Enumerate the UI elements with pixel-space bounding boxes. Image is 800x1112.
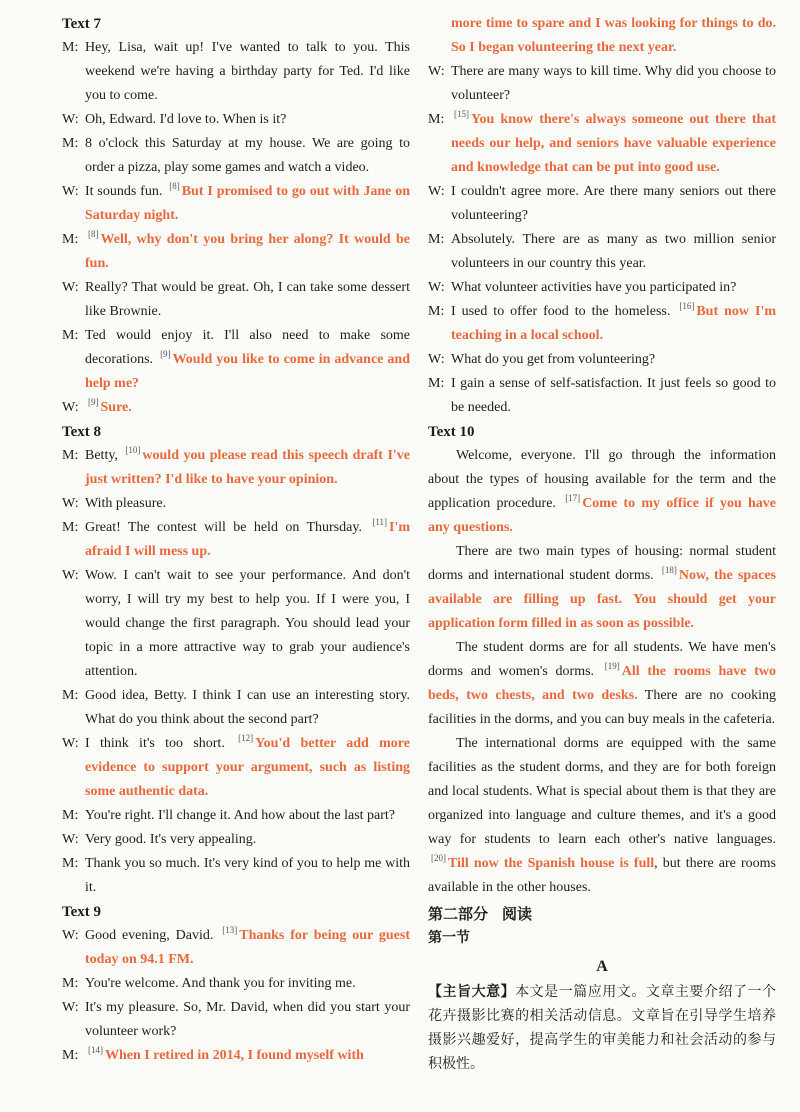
speaker-label: W:	[62, 832, 79, 847]
dialogue-turn	[62, 492, 410, 516]
plain-text: Oh, Edward. I'd love to. When is it?	[85, 112, 287, 127]
dialogue-turn	[428, 372, 776, 420]
dialogue-turn	[62, 564, 410, 684]
text8-dialogue	[62, 444, 410, 900]
question-number: [14]	[88, 1045, 103, 1056]
plain-text: Thank you so much. It's very kind of you to help me with it.	[85, 856, 410, 895]
turn-text	[85, 396, 410, 420]
dialogue-turn	[428, 60, 776, 108]
dialogue-turn	[62, 1044, 410, 1068]
turn-text	[85, 108, 410, 132]
part2-heading	[428, 902, 776, 926]
dialogue-turn	[62, 804, 410, 828]
passage-paragraph	[428, 444, 776, 540]
speaker-label: M:	[62, 856, 79, 871]
dialogue-turn	[428, 276, 776, 300]
plain-text: Welcome, everyone. I'll go through the information about the types of housing available for the term and the application procedure.	[428, 448, 776, 511]
dialogue-turn	[62, 444, 410, 492]
text7-title: Text 7	[62, 16, 102, 32]
plain-text: It sounds fun.	[85, 184, 167, 199]
speaker-label: M:	[62, 520, 79, 535]
speaker-label: M:	[62, 136, 79, 151]
speaker-label: M:	[62, 40, 79, 55]
speaker-label: W:	[62, 1000, 79, 1015]
turn-text	[85, 492, 410, 516]
turn-text	[85, 516, 410, 564]
turn-text	[451, 276, 776, 300]
plain-text: 8 o'clock this Saturday at my house. We are going to order a pizza, play some games and watch a video.	[85, 136, 410, 175]
plain-text: Good evening, David.	[85, 928, 220, 943]
turn-text	[451, 228, 776, 276]
text9-dialogue-part1	[62, 924, 410, 1068]
plain-text: Great! The contest will be held on Thursday.	[85, 520, 370, 535]
turn-text	[85, 732, 410, 804]
turn-text	[451, 372, 776, 420]
plain-text: Wow. I can't wait to see your performance. And don't worry, I will try my best to help you. If I were you, I would change the first paragraph. You should lead your topic in a more attractive way to grab your audience's attention.	[85, 568, 410, 679]
dialogue-turn	[62, 852, 410, 900]
turn-text	[451, 180, 776, 228]
plain-text: Really? That would be great. Oh, I can take some dessert like Brownie.	[85, 280, 410, 319]
plain-text: Good idea, Betty. I think I can use an interesting story. What do you think about the second part?	[85, 688, 410, 727]
answer-highlight: Thanks for being our guest today on 94.1 FM.	[85, 928, 410, 967]
turn-text	[85, 444, 410, 492]
question-number: [8]	[169, 181, 180, 192]
turn-text	[85, 996, 410, 1044]
summary-label: 【主旨大意】	[428, 984, 516, 1000]
speaker-label: M:	[428, 304, 445, 319]
question-number: [19]	[604, 661, 620, 672]
speaker-label: W:	[62, 112, 79, 127]
answer-highlight: I'm afraid I will mess up.	[85, 520, 410, 559]
plain-text: You're welcome. And thank you for inviting me.	[85, 976, 356, 991]
turn-text	[85, 564, 410, 684]
dialogue-turn	[62, 36, 410, 108]
answer-highlight: Now, the spaces available are filling up fast. You should get your application form filled in as soon as possible.	[428, 568, 776, 631]
answer-highlight: Well, why don't you bring her along? It would be fun.	[85, 232, 410, 271]
answer-highlight: When I retired in 2014, I found myself with	[105, 1048, 364, 1063]
question-number: [13]	[222, 925, 238, 936]
dialogue-turn	[62, 972, 410, 996]
turn-text	[85, 132, 410, 180]
answer-highlight: more time to spare and I was looking for things to do. So I began volunteering the next year.	[451, 16, 776, 55]
dialogue-turn	[62, 996, 410, 1044]
text9-dialogue-part2	[428, 12, 776, 420]
plain-text: Betty,	[85, 448, 123, 463]
turn-text	[85, 924, 410, 972]
turn-text	[451, 12, 776, 60]
plain-text: I used to offer food to the homeless.	[451, 304, 677, 319]
text9-title: Text 9	[62, 904, 102, 920]
speaker-label: M:	[428, 232, 445, 247]
dialogue-turn	[62, 828, 410, 852]
turn-text	[85, 804, 410, 828]
turn-text	[85, 852, 410, 900]
question-number: [9]	[160, 349, 171, 360]
speaker-label: W:	[62, 736, 79, 751]
speaker-label: M:	[428, 112, 445, 127]
turn-text	[85, 684, 410, 732]
answer-highlight: But now I'm teaching in a local school.	[451, 304, 777, 343]
turn-text	[451, 348, 776, 372]
section-heading: 第一节	[428, 930, 470, 946]
question-number: [20]	[431, 853, 446, 864]
speaker-label: W:	[62, 568, 79, 583]
question-number: [18]	[661, 565, 677, 576]
turn-text	[85, 324, 410, 396]
plain-text: Absolutely. There are as many as two million senior volunteers in our country this year.	[451, 232, 776, 271]
speaker-label: M:	[428, 376, 445, 391]
dialogue-turn	[62, 396, 410, 420]
answer-highlight: But I promised to go out with Jane on Saturday night.	[85, 184, 410, 223]
speaker-label: M:	[62, 448, 79, 463]
speaker-label: W:	[428, 352, 445, 367]
dialogue-turn	[428, 300, 776, 348]
question-number: [11]	[372, 517, 387, 528]
summary-paragraph	[428, 980, 776, 1076]
speaker-label: W:	[428, 64, 445, 79]
plain-text: What do you get from volunteering?	[451, 352, 656, 367]
left-column	[62, 12, 410, 1068]
dialogue-turn	[62, 324, 410, 396]
plain-text: Very good. It's very appealing.	[85, 832, 257, 847]
summary-text: 本文是一篇应用文。文章主要介绍了一个花卉摄影比赛的相关活动信息。文章旨在引导学生培养摄影兴趣爱好，提高学生的审美能力和社会活动的参与积极性。	[428, 984, 777, 1072]
answer-highlight: You'd better add more evidence to support your argument, such as listing some authentic data.	[85, 736, 410, 799]
plain-text: You're right. I'll change it. And how about the last part?	[85, 808, 396, 823]
question-number: [10]	[125, 445, 141, 456]
speaker-label: M:	[62, 1048, 79, 1063]
turn-text	[451, 108, 776, 180]
question-number: [8]	[88, 229, 99, 240]
plain-text: Hey, Lisa, wait up! I've wanted to talk to you. This weekend we're having a birthday party for Ted. I'd like you to come.	[85, 40, 410, 103]
dialogue-turn	[428, 108, 776, 180]
dialogue-turn	[428, 228, 776, 276]
speaker-label: W:	[428, 184, 445, 199]
speaker-label: M:	[62, 688, 79, 703]
dialogue-turn	[62, 180, 410, 228]
dialogue-turn	[428, 180, 776, 228]
speaker-label: M:	[62, 808, 79, 823]
question-number: [12]	[238, 733, 254, 744]
turn-text	[85, 1044, 410, 1068]
answer-highlight: would you please read this speech draft I've just written? I'd like to have your opinion.	[85, 448, 410, 487]
plain-text: , but there are rooms available in the other houses.	[428, 856, 776, 895]
speaker-spacer	[428, 12, 451, 60]
plain-text: It's my pleasure. So, Mr. David, when did you start your volunteer work?	[85, 1000, 410, 1039]
dialogue-turn-continued	[428, 12, 776, 60]
plain-text: With pleasure.	[85, 496, 167, 511]
speaker-label: M:	[62, 976, 79, 991]
question-number: [16]	[679, 301, 695, 312]
turn-text	[85, 972, 410, 996]
speaker-label: W:	[62, 496, 79, 511]
answer-highlight: Come to my office if you have any questions.	[428, 496, 777, 535]
plain-text: I think it's too short.	[85, 736, 236, 751]
answer-highlight: Sure.	[100, 400, 132, 415]
answer-highlight: You know there's always someone out there that needs our help, and seniors have valuable experience and knowledge that can be put into good use.	[451, 112, 776, 175]
plain-text: There are two main types of housing: normal student dorms and international student dorms.	[428, 544, 776, 583]
right-column	[428, 12, 776, 1076]
speaker-label: W:	[428, 280, 445, 295]
turn-text	[85, 228, 410, 276]
passage-paragraph	[428, 732, 776, 900]
turn-text	[451, 300, 776, 348]
part2-subtitle: 阅读	[502, 905, 533, 923]
speaker-label: W:	[62, 280, 79, 295]
plain-text: Ted would enjoy it. I'll also need to make some decorations.	[85, 328, 410, 367]
dialogue-turn	[62, 924, 410, 972]
text10-title: Text 10	[428, 424, 475, 440]
plain-text: What volunteer activities have you participated in?	[451, 280, 737, 295]
dialogue-turn	[62, 516, 410, 564]
question-number: [9]	[88, 397, 99, 408]
plain-text: There are many ways to kill time. Why did you choose to volunteer?	[451, 64, 776, 103]
plain-text: The student dorms are for all students. We have men's dorms and women's dorms.	[428, 640, 776, 679]
turn-text	[85, 828, 410, 852]
answer-highlight: All the rooms have two beds, two chests, and two desks.	[428, 664, 776, 703]
answer-highlight: Would you like to come in advance and help me?	[85, 352, 410, 391]
speaker-label: M:	[62, 328, 79, 343]
text7-dialogue	[62, 36, 410, 420]
dialogue-turn	[62, 276, 410, 324]
dialogue-turn	[62, 108, 410, 132]
answer-highlight: Till now the Spanish house is full	[448, 856, 655, 871]
passage-paragraph	[428, 540, 776, 636]
question-number: [15]	[454, 109, 469, 120]
dialogue-turn	[62, 228, 410, 276]
speaker-label: M:	[62, 232, 79, 247]
passage-paragraph	[428, 636, 776, 732]
speaker-label: W:	[62, 400, 79, 415]
passage-letter: A	[596, 958, 608, 975]
turn-text	[85, 180, 410, 228]
dialogue-turn	[428, 348, 776, 372]
speaker-label: W:	[62, 928, 79, 943]
plain-text: I gain a sense of self-satisfaction. It just feels so good to be needed.	[451, 376, 776, 415]
turn-text	[85, 276, 410, 324]
turn-text	[451, 60, 776, 108]
speaker-label: W:	[62, 184, 79, 199]
dialogue-turn	[62, 132, 410, 180]
plain-text: There are no cooking facilities in the dorms, and you can buy meals in the cafeteria.	[428, 688, 776, 727]
dialogue-turn	[62, 732, 410, 804]
turn-text	[85, 36, 410, 108]
text8-title: Text 8	[62, 424, 102, 440]
dialogue-turn	[62, 684, 410, 732]
plain-text: I couldn't agree more. Are there many seniors out there volunteering?	[451, 184, 776, 223]
question-number: [17]	[565, 493, 581, 504]
text10-passage	[428, 444, 776, 900]
plain-text: The international dorms are equipped with the same facilities as the student dorms, and they are for both foreign and local students. What is special about them is that they are organized into language and culture themes, and it's a good way for students to learn each other's native languages.	[428, 736, 776, 847]
part2-title: 第二部分	[428, 905, 489, 923]
